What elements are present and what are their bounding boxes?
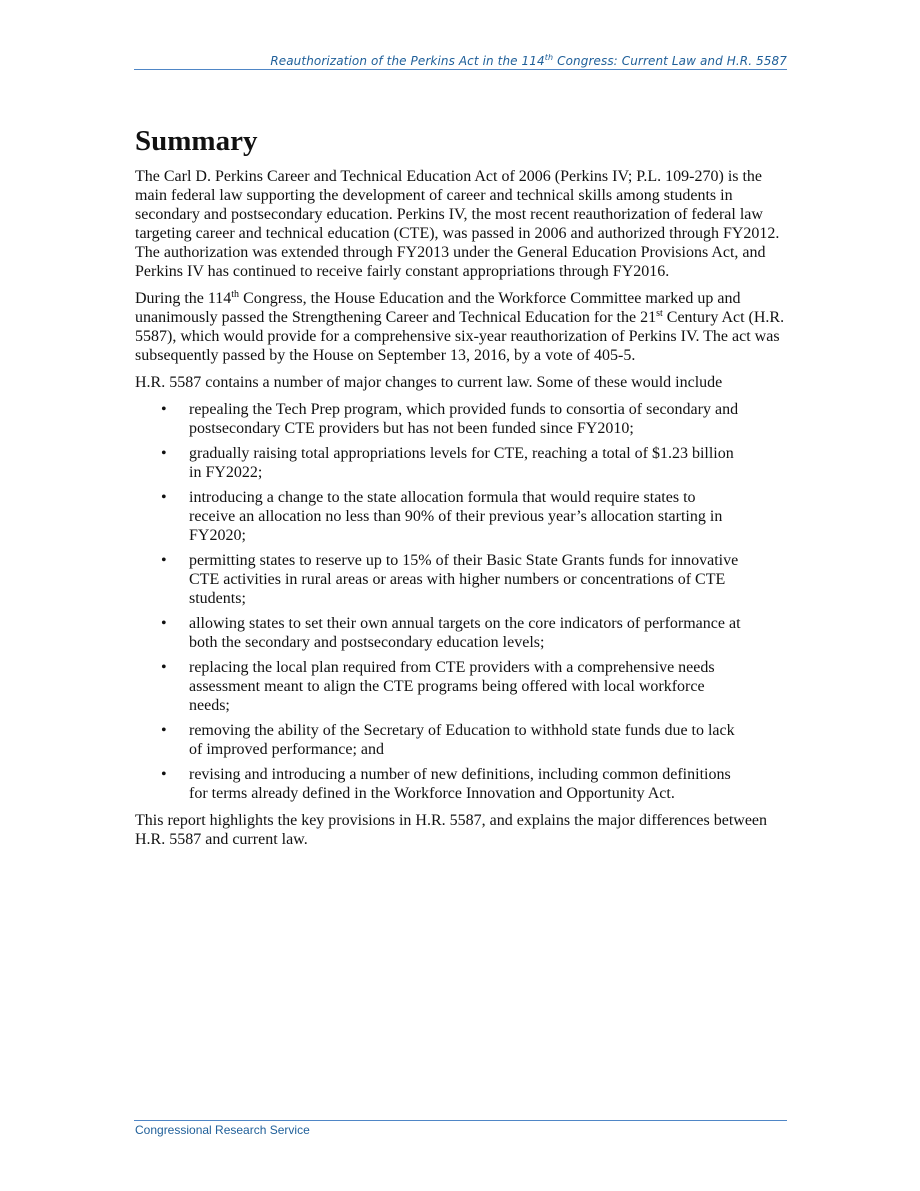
paragraph-changes-intro: H.R. 5587 contains a number of major changes to current law. Some of these would include [135, 374, 723, 391]
list-item: • replacing the local plan required from CTE providers with a comprehensive needs assessment meant to align the CTE programs being offered with local workforce needs; [135, 658, 741, 715]
paragraph-intro: The Carl D. Perkins Career and Technical Education Act of 2006 (Perkins IV; P.L. 109-270) is the main federal law supporting the development of career and technical skills among students in secondary and postsecondary education. Perkins IV, the most recent reauthorization of federal law targeting career and technical education (CTE), was passed in 2006 and authorized through FY2012. The authorization was extended through FY2013 under the General Education Provisions Act, and Perkins IV has continued to receive fairly constant appropriations through FY2016. [135, 168, 780, 280]
list-item: • revising and introducing a number of new definitions, including common definitions for terms already defined in the Workforce Innovation and Opportunity Act. [135, 765, 741, 803]
running-header [134, 54, 787, 68]
header-divider [134, 69, 787, 70]
running-header-superscript: th [544, 53, 554, 62]
changes-bullet-list [135, 400, 790, 803]
list-item: • allowing states to set their own annual targets on the core indicators of performance at both the secondary and postsecondary education levels; [135, 614, 741, 652]
list-item: • permitting states to reserve up to 15% of their Basic State Grants funds for innovative CTE activities in rural areas or areas with higher numbers or concentrations of CTE students; [135, 551, 741, 608]
list-item: • removing the ability of the Secretary of Education to withhold state funds due to lack of improved performance; and [135, 721, 741, 759]
list-item: • gradually raising total appropriations levels for CTE, reaching a total of $1.23 billion in FY2022; [135, 444, 741, 482]
list-item: • introducing a change to the state allocation formula that would require states to receive an allocation no less than 90% of their previous year’s allocation starting in FY2020; [135, 488, 741, 545]
paragraph-conclusion: This report highlights the key provisions in H.R. 5587, and explains the major differences between H.R. 5587 and current law. [135, 812, 768, 848]
running-header-text: Reauthorization of the Perkins Act in the 114 [270, 54, 545, 68]
paragraph-congress-part2: Congress, the House Education and the Workforce Committee marked up and unanimously passed the Strengthening Career and Technical Education for the 21 [135, 290, 741, 326]
running-header-text-end: Congress: Current Law and H.R. 5587 [553, 54, 787, 68]
footer-divider [134, 1120, 787, 1121]
paragraph-congress-part1: During the 114 [135, 290, 232, 307]
section-heading: Summary [135, 125, 258, 157]
summary-section [135, 124, 790, 857]
list-item: • repealing the Tech Prep program, which provided funds to consortia of secondary and postsecondary CTE providers but has not been funded since FY2010; [135, 400, 741, 438]
ordinal-superscript-st: st [656, 308, 663, 319]
ordinal-superscript-th: th [231, 289, 240, 300]
paragraph-congress [135, 289, 790, 365]
footer-text: Congressional Research Service [135, 1123, 310, 1137]
paragraph-congress-part3: Century Act (H.R. 5587), which would provide for a comprehensive six-year reauthorization of Perkins IV. The act was subsequently passed by the House on September 13, 2016, by a vote of 405-5. [135, 309, 785, 364]
